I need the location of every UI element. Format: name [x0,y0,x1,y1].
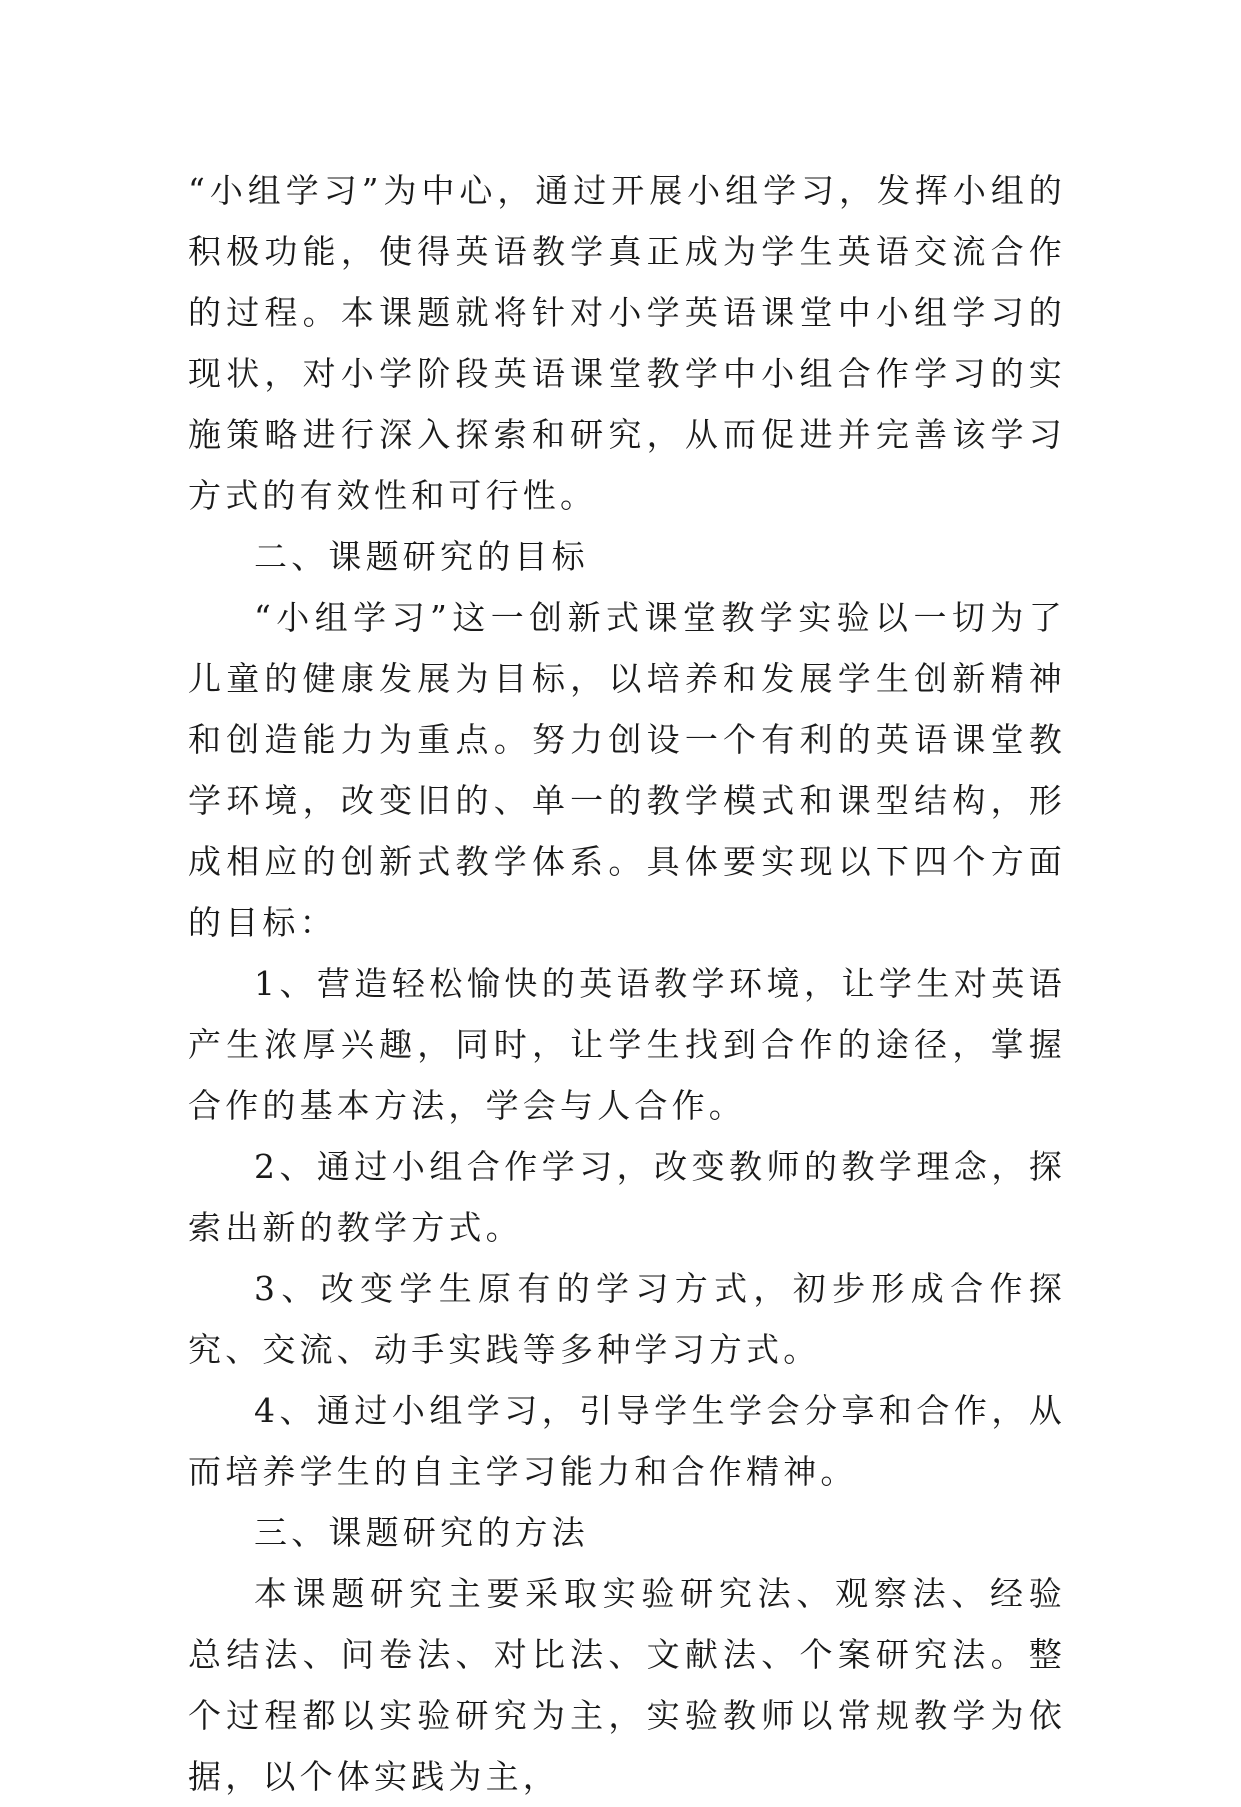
document-body [188,160,1066,1807]
goal-item-2: 2、通过小组合作学习，改变教师的教学理念，探索出新的教学方式。 [188,1147,1066,1247]
section-heading-goals: 二、课题研究的目标 [254,537,589,576]
goal-item-1: 1、营造轻松愉快的英语教学环境，让学生对英语产生浓厚兴趣，同时，让学生找到合作的途径，掌握合作的基本方法，学会与人合作。 [188,964,1066,1125]
paragraph-intro-continued: “小组学习”为中心，通过开展小组学习，发挥小组的积极功能，使得英语教学真正成为学生英语交流合作的过程。本课题就将针对小学英语课堂中小组学习的现状，对小学阶段英语课堂教学中小组合作学习的实施策略进行深入探索和研究，从而促进并完善该学习方式的有效性和可行性。 [188,171,1066,515]
paragraph-goals-intro: “小组学习”这一创新式课堂教学实验以一切为了儿童的健康发展为目标，以培养和发展学生创新精神和创造能力为重点。努力创设一个有利的英语课堂教学环境，改变旧的、单一的教学模式和课型结构，形成相应的创新式教学体系。具体要实现以下四个方面的目标： [188,598,1066,942]
goal-item-3: 3、改变学生原有的学习方式，初步形成合作探究、交流、动手实践等多种学习方式。 [188,1269,1066,1369]
section-heading-methods: 三、课题研究的方法 [254,1513,589,1552]
goal-item-4: 4、通过小组学习，引导学生学会分享和合作，从而培养学生的自主学习能力和合作精神。 [188,1391,1066,1491]
paragraph-methods: 本课题研究主要采取实验研究法、观察法、经验总结法、问卷法、对比法、文献法、个案研究法。整个过程都以实验研究为主，实验教师以常规教学为依据，以个体实践为主， [188,1574,1066,1796]
